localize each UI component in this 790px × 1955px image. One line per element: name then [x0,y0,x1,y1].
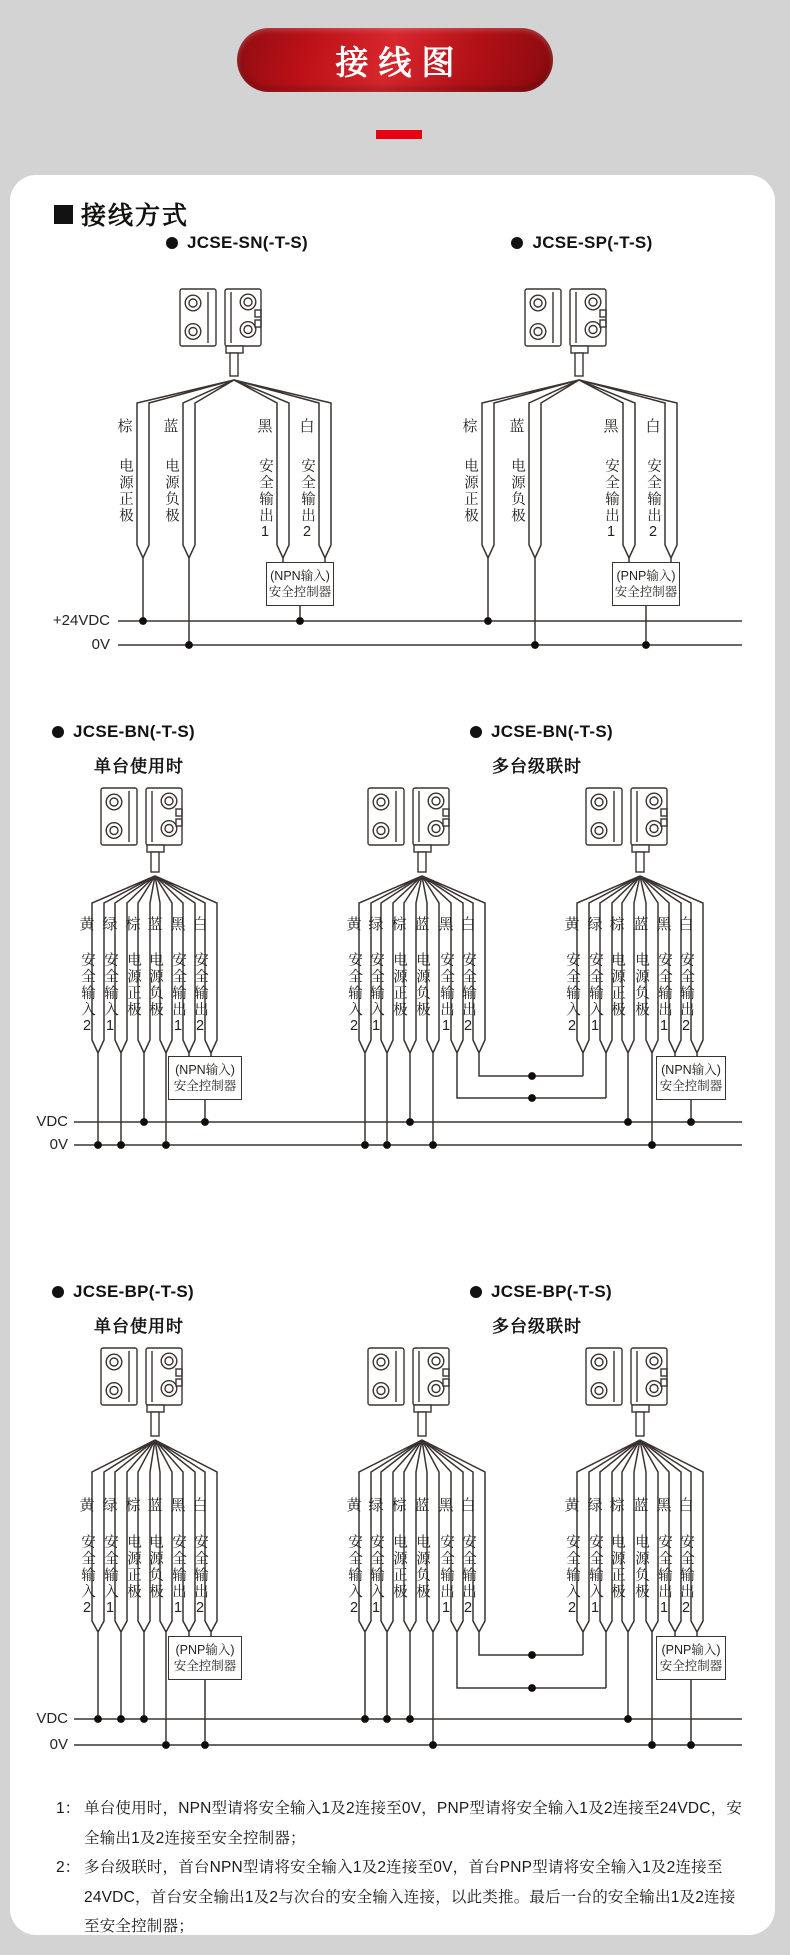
wire-function-label: 安全输出2 [645,458,661,542]
safety-controller-box-npn-2 [168,1056,242,1100]
sensor-icon [525,289,606,376]
sensor-icon [368,788,449,872]
bus-label-0: +24VDC [52,612,110,629]
wire-color-label: 黄 [346,1497,362,1514]
wire-function-label: 安全输出1 [603,458,619,542]
controller-input-type: (NPN输入) [270,569,330,583]
wire-color-label: 蓝 [163,418,179,435]
wire-function-label: 电源正极 [462,458,478,524]
wire-color-label: 黄 [346,916,362,933]
controller-name: 安全控制器 [268,585,332,599]
controller-stems [205,606,694,1745]
wire-function-label: 电源正极 [609,1534,625,1600]
wire-function-label: 安全输入1 [102,1534,118,1618]
bus-label-3: 0V [49,1136,68,1153]
wire-function-label: 安全输出2 [192,952,208,1036]
bus-label-2: VDC [36,1113,68,1130]
wire-color-label: 黄 [564,1497,580,1514]
bus-label-4: VDC [36,1710,68,1727]
wire-function-label: 安全输入1 [102,952,118,1036]
diagram-title-bn-single: JCSE-BN(-T-S) [52,722,195,742]
wire-function-label: 安全输出2 [678,1534,694,1618]
wire-function-label: 安全输出1 [656,952,672,1036]
wire-color-label: 绿 [102,916,118,933]
diagram-title-sp: JCSE-SP(-T-S) [479,233,685,253]
wire-function-label: 安全输出2 [460,1534,476,1618]
note-2: 2： 多台级联时，首台NPN型请将安全输入1及2连接至0V，首台PNP型请将安全输入1及2连接至24VDC，首台安全输出1及2与次台的安全输入连接，以此类推。最后一台的安全输出1及2连接至安全控制器； [56,1859,736,1935]
wire-color-label: 蓝 [414,916,430,933]
wire-function-label: 安全输出1 [656,1534,672,1618]
wire-color-label: 黑 [656,1497,672,1514]
wire-function-label: 安全输入2 [564,952,580,1036]
wire-function-label: 安全输入2 [346,1534,362,1618]
diagram-title-bp-single: JCSE-BP(-T-S) [52,1282,194,1302]
wire-function-label: 电源正极 [609,952,625,1018]
wire-function-label: 电源负极 [414,1534,430,1600]
wire-color-label: 黑 [170,1497,186,1514]
wire-function-label: 安全输出2 [299,458,315,542]
wire-color-label: 黑 [257,418,273,435]
sensor-icon [368,1348,449,1436]
wire-color-label: 棕 [117,418,133,435]
wire-color-label: 绿 [102,1497,118,1514]
wire-fan-bp-cascade-1 [359,1440,606,1745]
controller-input-type: (NPN输入) [175,1063,235,1077]
wire-color-label: 白 [192,916,208,933]
wire-color-label: 黑 [170,916,186,933]
wire-color-label: 黑 [656,916,672,933]
wire-color-label: 蓝 [147,916,163,933]
wire-function-label: 电源正极 [117,458,133,524]
wire-color-label: 白 [678,916,694,933]
wire-color-label: 蓝 [414,1497,430,1514]
wire-color-label: 棕 [462,418,478,435]
wire-color-label: 棕 [391,916,407,933]
controller-name: 安全控制器 [173,1079,237,1093]
wire-function-label: 电源正极 [391,1534,407,1600]
wire-fan-bp-single [92,1440,217,1745]
wire-function-label: 电源正极 [125,952,141,1018]
wire-color-label: 白 [299,418,315,435]
wire-function-label: 安全输入2 [346,952,362,1036]
wire-function-label: 安全输出1 [170,952,186,1036]
wire-function-label: 电源负极 [163,458,179,524]
wire-color-label: 黑 [438,916,454,933]
wire-color-label: 蓝 [509,418,525,435]
wire-color-label: 蓝 [633,916,649,933]
note-1: 1： 单台使用时，NPN型请将安全输入1及2连接至0V，PNP型请将安全输入1及2连接至24VDC，安全输出1及2连接至安全控制器； [56,1800,743,1847]
wire-function-label: 安全输出1 [438,1534,454,1618]
wire-color-label: 棕 [391,1497,407,1514]
diagram-title-bn-cascade: JCSE-BN(-T-S) [470,722,613,742]
safety-controller-box-pnp-1 [612,562,680,606]
diagram-subtitle-bp-cascade: 多台级联时 [492,1317,582,1336]
sensor-icon [101,788,182,872]
wire-color-label: 蓝 [633,1497,649,1514]
controller-name: 安全控制器 [173,1659,237,1673]
wire-function-label: 电源负极 [509,458,525,524]
diagram-title-sn: JCSE-SN(-T-S) [134,233,340,253]
wire-color-label: 白 [460,1497,476,1514]
sensor-icon [586,788,667,872]
safety-controller-box-pnp-4 [168,1636,242,1680]
wire-function-label: 安全输出1 [257,458,273,542]
diagram-title-bp-cascade: JCSE-BP(-T-S) [470,1282,612,1302]
controller-input-type: (NPN输入) [661,1063,721,1077]
controller-input-type: (PNP输入) [616,569,676,583]
wire-function-label: 安全输入1 [368,1534,384,1618]
wire-fan-bn-single [92,876,217,1145]
wire-color-label: 黄 [79,1497,95,1514]
wire-function-label: 电源负极 [414,952,430,1018]
controller-input-type: (PNP输入) [175,1643,235,1657]
wire-color-label: 黄 [79,916,95,933]
wire-function-label: 安全输出1 [170,1534,186,1618]
wire-color-label: 白 [460,916,476,933]
wire-color-label: 白 [678,1497,694,1514]
wire-function-label: 安全输出2 [678,952,694,1036]
wire-fan-bn-cascade-2 [577,876,703,1145]
wire-function-label: 安全输出2 [192,1534,208,1618]
safety-controller-box-npn-3 [656,1056,726,1100]
wire-color-label: 棕 [125,1497,141,1514]
wire-function-label: 电源正极 [391,952,407,1018]
wire-color-label: 绿 [587,1497,603,1514]
sensor-icon [101,1348,182,1436]
wire-color-label: 棕 [609,1497,625,1514]
wire-color-label: 黑 [438,1497,454,1514]
wire-color-label: 白 [645,418,661,435]
safety-controller-box-npn-0 [266,562,334,606]
safety-controller-box-pnp-5 [656,1636,726,1680]
wire-function-label: 安全输入2 [79,1534,95,1618]
sensor-icon [180,289,261,376]
wire-function-label: 安全输出2 [460,952,476,1036]
sensor-icon [586,1348,667,1436]
wire-color-label: 绿 [587,916,603,933]
controller-name: 安全控制器 [614,585,678,599]
diagram-subtitle-bp-single: 单台使用时 [94,1317,184,1336]
diagram-subtitle-bn-cascade: 多台级联时 [492,757,582,776]
wire-function-label: 安全输入1 [368,952,384,1036]
wire-color-label: 白 [192,1497,208,1514]
wire-function-label: 安全输入1 [587,952,603,1036]
wire-function-label: 电源负极 [633,952,649,1018]
bus-label-1: 0V [91,636,110,653]
wire-function-label: 电源正极 [125,1534,141,1600]
wire-fan-bp-cascade-2 [577,1440,703,1745]
wire-color-label: 黄 [564,916,580,933]
diagram-subtitle-bn-single: 单台使用时 [94,757,184,776]
wire-color-label: 棕 [609,916,625,933]
wire-color-label: 棕 [125,916,141,933]
controller-input-type: (PNP输入) [661,1643,721,1657]
wire-fan-bn-cascade-1 [359,876,606,1145]
controller-name: 安全控制器 [659,1659,723,1673]
wire-function-label: 电源负极 [147,1534,163,1600]
wire-function-label: 安全输入2 [79,952,95,1036]
banner-title: 接线图 [335,43,465,81]
junction-dots [94,617,695,1749]
wire-color-label: 黑 [603,418,619,435]
wire-color-label: 绿 [368,916,384,933]
bus-label-5: 0V [49,1736,68,1753]
wire-color-label: 绿 [368,1497,384,1514]
wire-function-label: 安全输出1 [438,952,454,1036]
wire-function-label: 安全输入1 [587,1534,603,1618]
wire-function-label: 电源负极 [633,1534,649,1600]
heading-text: 接线方式 [81,202,190,230]
wire-color-label: 蓝 [147,1497,163,1514]
wire-function-label: 电源负极 [147,952,163,1018]
controller-name: 安全控制器 [659,1079,723,1093]
wire-function-label: 安全输入2 [564,1534,580,1618]
